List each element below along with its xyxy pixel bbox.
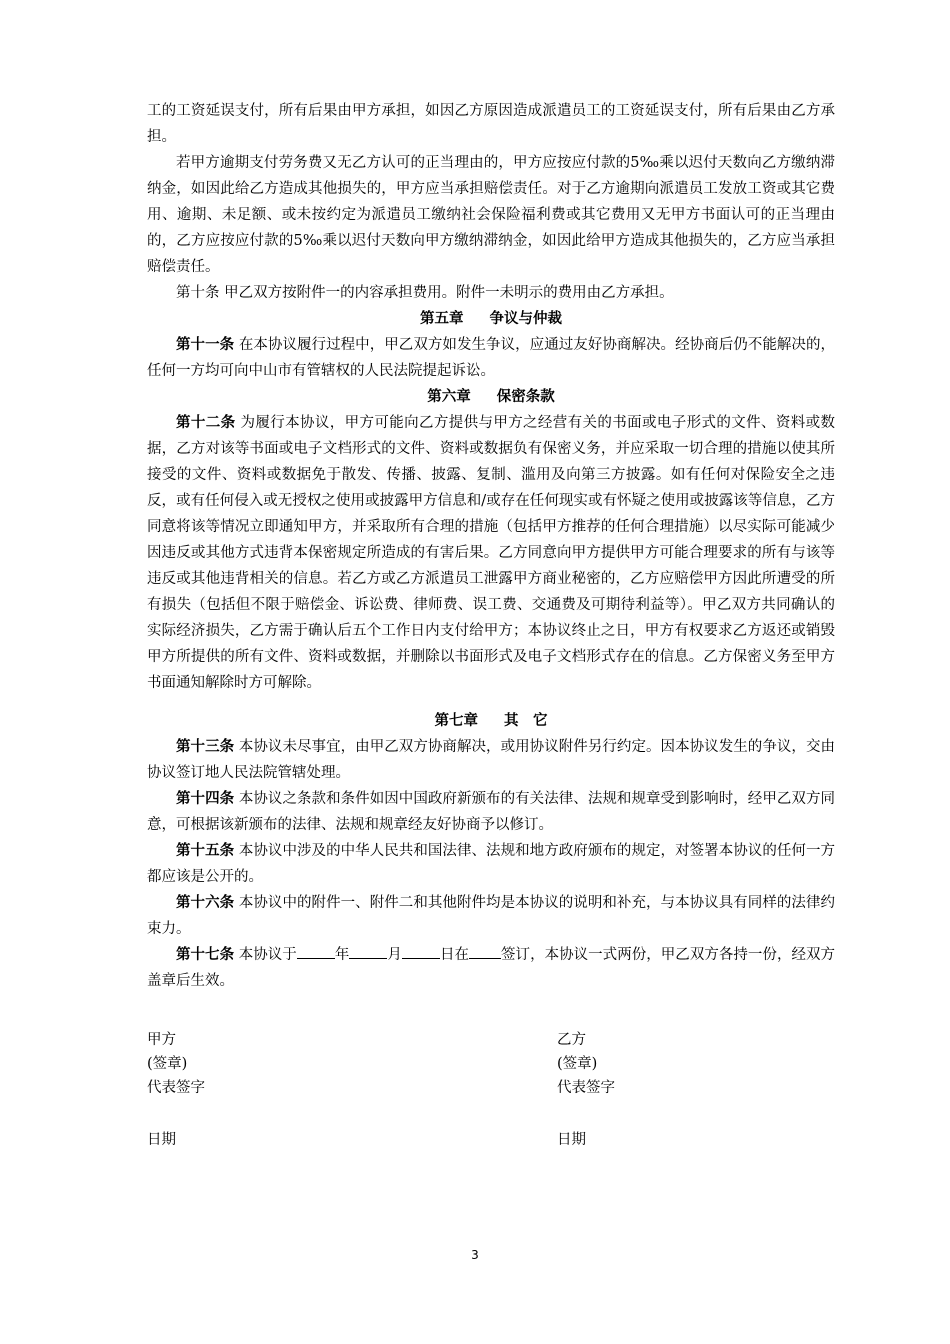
paragraph-wage-delay: 工的工资延误支付，所有后果由甲方承担，如因乙方原因造成派遣员工的工资延误支付，所有后果由乙方承担。	[147, 103, 835, 145]
party-a-rep: 代表签字	[147, 1080, 205, 1096]
article-text: 本协议之条款和条件如因中国政府新颁布的有关法律、法规和规章受到影响时，经甲乙双方同意，可根据该新颁布的法律、法规和规章经友好协商予以修订。	[147, 791, 836, 833]
article-15	[147, 838, 835, 890]
year-blank	[297, 942, 335, 959]
chapter-5-heading	[147, 306, 835, 332]
article-17	[147, 942, 835, 994]
chapter-number: 第七章	[434, 713, 478, 729]
party-a-seal: (签章)	[147, 1056, 188, 1072]
article-label: 第十三条	[176, 739, 235, 755]
article-16	[147, 890, 835, 942]
article-text: 本协议未尽事宜，由甲乙双方协商解决，或用协议附件另行约定。因本协议发生的争议，交由协议签订地人民法院管辖处理。	[147, 739, 836, 781]
article-text: 为履行本协议，甲方可能向乙方提供与甲方之经营有关的书面或电子形式的文件、资料或数据，乙方对该等书面或电子文档形式的文件、资料或数据负有保密义务，并应采取一切合理的措施以使其所接受的文件、资料或数据免于散发、传播、披露、复制、滥用及向第三方披露。如有任何对保险安全之违反，或有任何侵入或无授权之使用或披露甲方信息和/或存在任何现实或有怀疑之使用或披露该等信息，乙方同意将该等情况立即通知甲方，并采取所有合理的措施（包括甲方推荐的任何合理措施）以尽实际可能减少因违反或其他方式违背本保密规定所造成的有害后果。乙方同意向甲方提供甲方可能合理要求的所有与该等违反或其他违背相关的信息。若乙方或乙方派遣员工泄露甲方商业秘密的，乙方应赔偿甲方因此所遭受的所有损失（包括但不限于赔偿金、诉讼费、律师费、误工费、交通费及可期待利益等）。甲乙双方共同确认的实际经济损失，乙方需于确认后五个工作日内支付给甲方；本协议终止之日，甲方有权要求乙方返还或销毁甲方所提供的所有文件、资料或数据，并删除以书面形式及电子文档形式存在的信息。乙方保密义务至甲方书面通知解除时方可解除。	[147, 415, 836, 691]
article-10: 第十条 甲乙双方按附件一的内容承担费用。附件一未明示的费用由乙方承担。	[176, 285, 674, 301]
article-text-part: 签订，本协议一式两份，甲乙双方各持一份，经双方盖章后生效。	[147, 947, 836, 989]
document-body	[147, 98, 835, 994]
article-14	[147, 786, 835, 838]
article-12	[147, 410, 835, 696]
article-text-part: 月	[387, 947, 402, 963]
page-number: 3	[471, 1248, 479, 1262]
article-text-part: 年	[334, 947, 350, 963]
chapter-number: 第五章	[420, 311, 464, 327]
article-label: 第十一条	[176, 337, 235, 353]
party-b-signature	[557, 1028, 615, 1152]
place-blank	[469, 942, 501, 959]
article-13	[147, 734, 835, 786]
article-text: 在本协议履行过程中，甲乙双方如发生争议，应通过友好协商解决。经协商后仍不能解决的，任何一方均可向中山市有管辖权的人民法院提起诉讼。	[147, 337, 836, 379]
chapter-title: 争议与仲裁	[489, 311, 562, 327]
party-b-rep: 代表签字	[557, 1080, 615, 1096]
article-label: 第十五条	[176, 843, 235, 859]
party-a-signature	[147, 1028, 205, 1152]
article-label: 第十六条	[176, 895, 235, 911]
chapter-title: 其 它	[504, 713, 548, 729]
article-label: 第十七条	[176, 947, 235, 963]
chapter-6-heading	[147, 384, 835, 410]
chapter-title: 保密条款	[496, 389, 555, 405]
party-b-seal: (签章)	[557, 1056, 598, 1072]
party-b-date: 日期	[557, 1132, 586, 1148]
chapter-7-heading	[147, 708, 835, 734]
article-label: 第十二条	[176, 415, 236, 431]
article-text-part: 日在	[439, 947, 469, 963]
day-blank	[402, 942, 440, 959]
article-label: 第十四条	[176, 791, 235, 807]
month-blank	[349, 942, 387, 959]
paragraph-late-fee: 若甲方逾期支付劳务费又无乙方认可的正当理由的，甲方应按应付款的5‰乘以迟付天数向乙方缴纳滞纳金，如因此给乙方造成其他损失的，甲方应当承担赔偿责任。对于乙方逾期向派遣员工发放工资或其它费用、逾期、未足额、或未按约定为派遣员工缴纳社会保险福利费或其它费用又无甲方书面认可的正当理由的，乙方应按应付款的5‰乘以迟付天数向甲方缴纳滞纳金，如因此给甲方造成其他损失的，乙方应当承担赔偿责任。	[147, 155, 835, 275]
article-11	[147, 332, 835, 384]
party-a-date: 日期	[147, 1132, 176, 1148]
party-b-label: 乙方	[557, 1032, 586, 1048]
article-text: 本协议中涉及的中华人民共和国法律、法规和地方政府颁布的规定，对签署本协议的任何一方都应该是公开的。	[147, 843, 836, 885]
party-a-label: 甲方	[147, 1032, 176, 1048]
article-text-part: 本协议于	[238, 947, 297, 963]
article-text: 本协议中的附件一、附件二和其他附件均是本协议的说明和补充，与本协议具有同样的法律约束力。	[147, 895, 836, 937]
chapter-number: 第六章	[427, 389, 471, 405]
